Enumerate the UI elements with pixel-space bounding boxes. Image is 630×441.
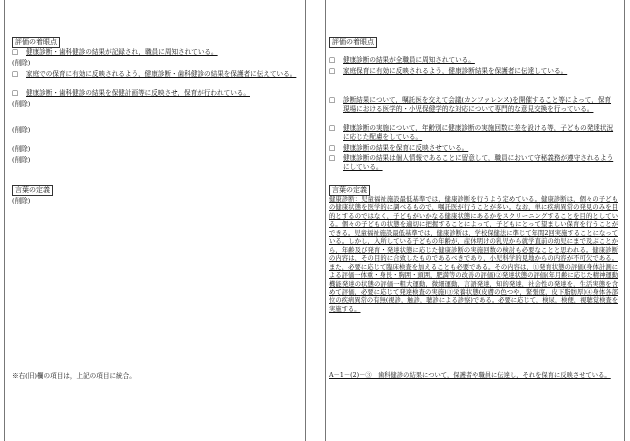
right-item-3 <box>329 96 617 113</box>
right-terms-heading: 言葉の定義 <box>329 185 370 196</box>
right-item-6 <box>329 154 617 171</box>
left-item-text: 健康診断・歯科健診の結果を保健計画等に反映させ，保育が行われている。 <box>26 89 250 97</box>
left-border <box>4 0 5 441</box>
left-item-6: (削除) <box>12 126 31 134</box>
right-border <box>624 0 625 441</box>
checkbox-icon: □ <box>329 67 336 75</box>
right-item-4 <box>329 124 617 141</box>
right-item-1 <box>329 56 617 65</box>
checkbox-icon: □ <box>12 70 19 78</box>
left-item-4 <box>12 89 302 98</box>
right-item-text: 家庭保育に有効に反映されるよう，健康診断結果を保護者に伝達している。 <box>343 67 568 75</box>
right-item-text: 健康診断の結果が全職員に周知されている。 <box>343 56 475 64</box>
left-terms-text: (削除) <box>12 197 31 205</box>
left-item-1 <box>12 48 302 57</box>
right-item-text: 健康診断の実施について，年齢別に健康診断の実施回数に差を設ける等，子どもの発達状況に応じた配慮をしている。 <box>343 124 614 141</box>
checkbox-icon: □ <box>329 154 336 162</box>
checkbox-icon: □ <box>329 124 336 132</box>
right-heading: 評価の着眼点 <box>329 37 377 48</box>
left-note: ※右(旧)欄の項目は，上記の項目に統合。 <box>12 372 136 380</box>
left-item-text: 健康診断・歯科健診の結果が記録され，職員に周知されている。 <box>26 48 218 56</box>
checkbox-icon: □ <box>12 48 19 56</box>
right-item-2 <box>329 67 617 76</box>
left-item-3 <box>12 70 303 79</box>
center-divider <box>305 0 306 441</box>
checkbox-icon: □ <box>329 56 336 64</box>
left-item-text: 家庭での保育に有効に反映されるよう，健康診断・歯科健診の結果を保護者に伝えている。 <box>26 70 297 78</box>
right-item-text: 健康診断の結果は個人情報であることに留意して，職員において守秘義務が遵守されるようにしている。 <box>343 154 614 171</box>
left-item-8: (削除) <box>12 156 31 164</box>
left-item-5: (削除) <box>12 100 31 108</box>
right-item-text: 診断結果について，嘱託医を交えて会議(カンファレンス)を開催すること等によって，保育現場における医学的・小児保健学的な対応について専門的な意見交換を行っている。 <box>343 96 612 113</box>
right-item-5 <box>329 144 617 153</box>
left-item-2: (削除) <box>12 59 31 67</box>
right-note: A－1－(2)－③ 歯科健診の結果について，保護者や職員に伝達し，それを保育に反映させている。 <box>329 372 611 379</box>
checkbox-icon: □ <box>329 96 336 104</box>
right-terms-text: 健康診断：児童福祉施設最低基準では，健康診断を行うよう定めている。健康診断は，個々の子どもの健康状態を医学的に調べるもので，嘱託医が行うことが多い。なお，単に疾病異常の発見のみを目的とするのではなく，子どもがいかなる健康状態にあるかをスクリーニングすることを目的としている。個々の子どもの状態を適切に把握することによって，子どもにとって望ましい保育を行うことができる。児童福祉施設最低基準では，健康診断は，学校保健法に準じて年間2回実施することになっている。しかし，入所している子どもの年齢が，産休明けの乳児から就学直前の幼児にまで及ぶことから，年齢及び発育・発達状態に応じた健康診断の実施回数の検討も必要なことと思われる。健康診断の内容は，その目的に合致したものであるべきであり，小児科学的見地からの内容が不可欠である。また，必要に応じて臨床検査を加えることも必要である。その内容は，①発育状態の評価(身体計測による評価一体重・身長・胸囲・頭囲，肥満等の改善の評価)②発達状態の評価(年月齢に応じた精神運動機能発達の状態の評価一粗大運動，微細運動，言語発達，知的発達，社会性の発達を，生活実態を含めて評価，必要に応じて発達検査の実施)③栄養状態(皮膚の色つや，緊張度，皮下脂肪厚)④身体各部位の疾病異常の有無(視診，触診，聴診による診察)である。必要に応じて，検尿，検便，視聴覚検査を実施する。 <box>329 196 618 313</box>
left-heading: 評価の着眼点 <box>12 37 60 48</box>
checkbox-icon: □ <box>329 144 336 152</box>
center-divider-right <box>325 0 326 441</box>
checkbox-icon: □ <box>12 89 19 97</box>
right-item-text: 健康診断の結果を保育に反映させている。 <box>343 144 469 152</box>
left-item-7: (削除) <box>12 145 31 153</box>
left-terms-heading: 言葉の定義 <box>12 185 53 196</box>
